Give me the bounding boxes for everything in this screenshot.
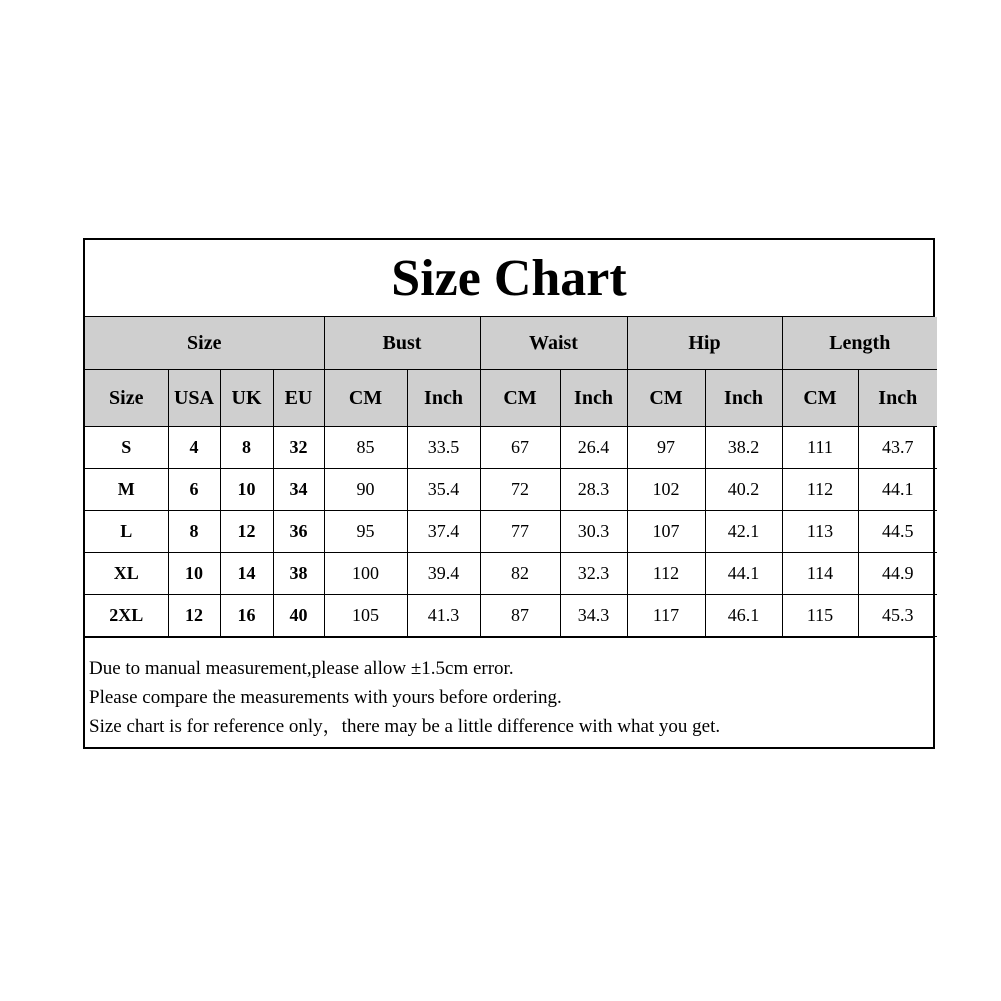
size-chart [83,238,935,749]
sub-header: UK [220,370,273,427]
table-cell: 6 [168,469,220,511]
table-row [85,511,937,553]
table-cell: 111 [782,427,858,469]
table-cell: 44.5 [858,511,937,553]
table-cell: 102 [627,469,705,511]
table-cell: 44.9 [858,553,937,595]
table-cell: 36 [273,511,324,553]
table-cell: 114 [782,553,858,595]
sub-header: EU [273,370,324,427]
table-cell: 2XL [85,595,168,637]
table-cell: 34.3 [560,595,627,637]
table-cell: 42.1 [705,511,782,553]
sub-header: USA [168,370,220,427]
table-cell: 16 [220,595,273,637]
table-cell: 44.1 [858,469,937,511]
table-cell: 32.3 [560,553,627,595]
table-cell: 72 [480,469,560,511]
group-header-row [85,317,937,370]
table-cell: 35.4 [407,469,480,511]
table-cell: 32 [273,427,324,469]
sub-header-row [85,370,937,427]
table-cell: 8 [168,511,220,553]
table-cell: 37.4 [407,511,480,553]
note-line: Due to manual measurement,please allow ±1.5cm error. [89,658,514,679]
table-cell: 33.5 [407,427,480,469]
table-cell: 34 [273,469,324,511]
sub-header: Size [85,370,168,427]
table-cell: 90 [324,469,407,511]
table-cell: 40 [273,595,324,637]
table-cell: 39.4 [407,553,480,595]
chart-title: Size Chart [85,240,933,317]
sub-header: Inch [407,370,480,427]
table-cell: 45.3 [858,595,937,637]
note-line: Please compare the measurements with yours before ordering. [89,687,562,708]
table-cell: 82 [480,553,560,595]
table-cell: XL [85,553,168,595]
sub-header: CM [627,370,705,427]
table-cell: 10 [168,553,220,595]
table-cell: 87 [480,595,560,637]
table-cell: 10 [220,469,273,511]
table-row [85,469,937,511]
table-row [85,595,937,637]
table-cell: 30.3 [560,511,627,553]
table-cell: L [85,511,168,553]
table-cell: S [85,427,168,469]
sub-header: CM [782,370,858,427]
table-cell: 4 [168,427,220,469]
note-line: Size chart is for reference only，there may be a little difference with what you get. [89,716,721,737]
sub-header: CM [480,370,560,427]
table-cell: 97 [627,427,705,469]
table-cell: 117 [627,595,705,637]
table-cell: 107 [627,511,705,553]
table-cell: 112 [782,469,858,511]
table-cell: 85 [324,427,407,469]
group-header-hip: Hip [627,317,782,370]
table-cell: 44.1 [705,553,782,595]
table-cell: 95 [324,511,407,553]
table-cell: M [85,469,168,511]
size-table [85,317,937,637]
table-cell: 38.2 [705,427,782,469]
table-cell: 41.3 [407,595,480,637]
table-cell: 77 [480,511,560,553]
table-cell: 115 [782,595,858,637]
table-cell: 43.7 [858,427,937,469]
sub-header: Inch [705,370,782,427]
table-row [85,553,937,595]
notes [85,637,933,741]
sub-header: Inch [560,370,627,427]
sub-header: Inch [858,370,937,427]
table-cell: 12 [168,595,220,637]
group-header-waist: Waist [480,317,627,370]
table-cell: 38 [273,553,324,595]
table-cell: 46.1 [705,595,782,637]
table-cell: 113 [782,511,858,553]
table-cell: 28.3 [560,469,627,511]
group-header-size: Size [85,317,324,370]
table-cell: 100 [324,553,407,595]
table-row [85,427,937,469]
group-header-bust: Bust [324,317,480,370]
table-cell: 12 [220,511,273,553]
table-cell: 67 [480,427,560,469]
table-cell: 112 [627,553,705,595]
table-cell: 14 [220,553,273,595]
table-cell: 8 [220,427,273,469]
table-cell: 40.2 [705,469,782,511]
group-header-length: Length [782,317,937,370]
table-cell: 105 [324,595,407,637]
table-cell: 26.4 [560,427,627,469]
sub-header: CM [324,370,407,427]
